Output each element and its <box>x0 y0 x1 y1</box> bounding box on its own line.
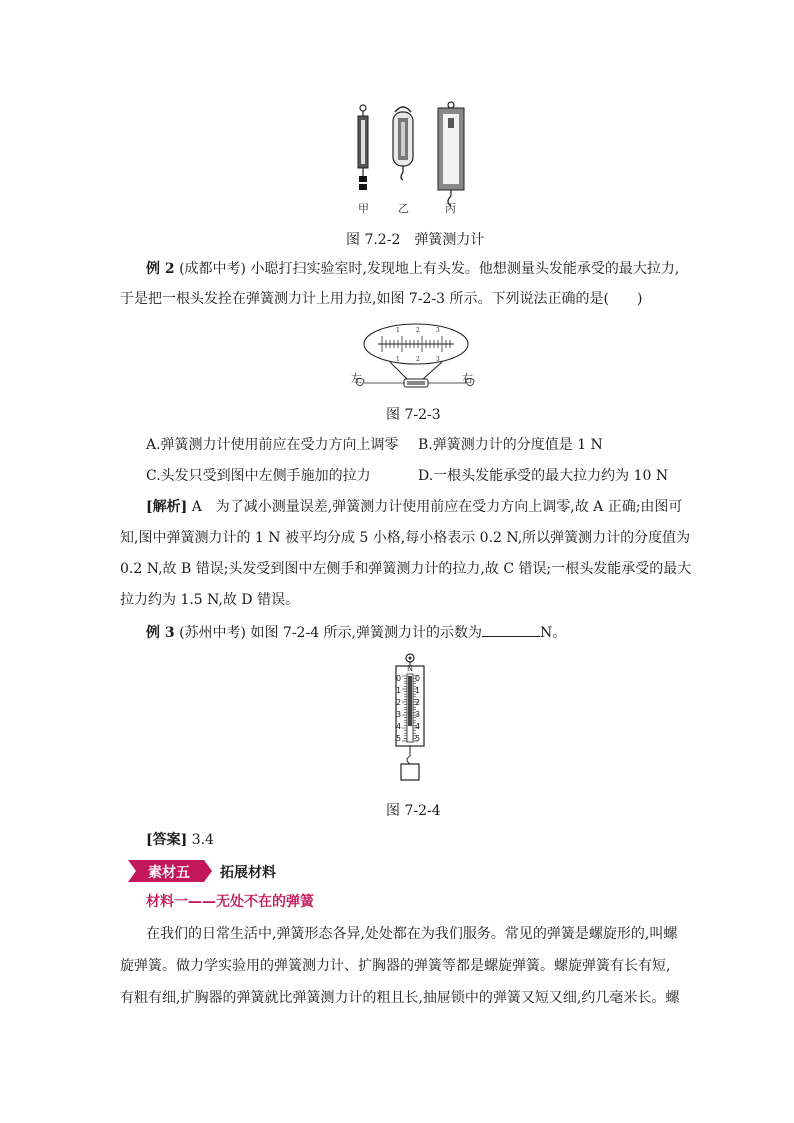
figure-label-yi: 乙 <box>398 202 409 215</box>
scale-right-3: 3 <box>415 710 421 719</box>
figure-label-bing: 丙 <box>445 202 456 215</box>
scale-right-5: 5 <box>415 734 421 743</box>
scale-right-0: 0 <box>415 674 421 683</box>
example3-line <box>146 622 566 643</box>
option-d: D.一根头发能承受的最大拉力约为 10 N <box>418 468 669 484</box>
figure-label-right: 右 <box>462 372 473 385</box>
example3-source: (苏州中考) <box>179 625 247 641</box>
example2-source: (成都中考) <box>179 261 247 277</box>
scale-left-3: 3 <box>396 710 402 719</box>
answer-value: 3.4 <box>187 832 214 848</box>
example2-text1: 小聪打扫实验室时,发现地上有头发。他想测量头发能承受的最大拉力, <box>246 261 680 277</box>
svg-text:2: 2 <box>416 327 420 334</box>
material1-heading: 材料一——无处不在的弹簧 <box>146 894 314 910</box>
option-a: A.弹簧测力计使用前应在受力方向上调零 <box>146 437 399 453</box>
analysis-label: [解析] <box>146 499 188 515</box>
section-banner <box>118 858 463 884</box>
scale-left-2: 2 <box>396 698 402 707</box>
scale-left-5: 5 <box>396 734 402 743</box>
svg-text:3: 3 <box>436 356 440 363</box>
scale-right-1: 1 <box>415 686 421 695</box>
option-b: B.弹簧测力计的分度值是 1 N <box>418 437 603 453</box>
hair-pull-illustration <box>350 322 480 394</box>
answer-line <box>146 830 214 850</box>
example3-unit: N。 <box>540 625 567 641</box>
example2-line2: 于是把一根头发拴在弹簧测力计上用力拉,如图 7-2-3 所示。下列说法正确的是( ) <box>120 291 643 307</box>
analysis-text1: A 为了减小测量误差,弹簧测力计使用前应在受力方向上调零,故 A 正确;由图可 <box>187 499 683 515</box>
analysis-line2: 知,图中弹簧测力计的 1 N 被平均分成 5 小格,每小格表示 0.2 N,所以弹簧测力计的分度值为 <box>120 530 691 546</box>
answer-blank <box>482 622 540 637</box>
answer-label: [答案] <box>146 832 188 848</box>
example3-label: 例 3 <box>146 625 175 641</box>
material1-line2: 旋弹簧。做力学实验用的弹簧测力计、扩胸器的弹簧等都是螺旋弹簧。螺旋弹簧有长有短, <box>120 958 671 974</box>
spring-scales-illustration <box>345 100 475 215</box>
example2-line1 <box>146 259 679 279</box>
scale-left-numbers <box>396 674 408 744</box>
scale-left-0: 0 <box>396 674 402 683</box>
svg-text:1: 1 <box>396 356 400 363</box>
figure-caption-7-2-2: 图 7.2-2 弹簧测力计 <box>346 232 485 248</box>
example3-text: 如图 7-2-4 所示,弹簧测力计的示数为 <box>246 625 482 641</box>
figure-7-2-2 <box>345 100 475 215</box>
banner-title: 拓展材料 <box>220 865 276 881</box>
scale-left-1: 1 <box>396 686 402 695</box>
material1-line1: 在我们的日常生活中,弹簧形态各异,处处都在为我们服务。常见的弹簧是螺旋形的,叫螺 <box>146 926 678 942</box>
analysis-line1 <box>146 497 682 517</box>
scale-bing <box>438 102 464 206</box>
svg-text:3: 3 <box>436 327 440 334</box>
banner-tag: 素材五 <box>148 865 190 881</box>
scale-jia <box>358 105 368 190</box>
analysis-line4: 拉力约为 1.5 N,故 D 错误。 <box>120 592 300 608</box>
material1-line3: 有粗有细,扩胸器的弹簧就比弹簧测力计的粗且长,抽屉锁中的弹簧又短又细,约几毫米长。螺 <box>120 990 680 1006</box>
analysis-line3: 0.2 N,故 B 错误;头发受到图中左侧手和弹簧测力计的拉力,故 C 错误;一根头发能承受的最大 <box>120 561 692 577</box>
svg-text:2: 2 <box>416 356 420 363</box>
figure-caption-7-2-3: 图 7-2-3 <box>386 407 441 423</box>
scale-right-2: 2 <box>415 698 421 707</box>
svg-text:1: 1 <box>396 327 400 334</box>
figure-7-2-3 <box>350 322 480 394</box>
scale-right-numbers <box>415 674 427 744</box>
example2-label: 例 2 <box>146 261 175 277</box>
scale-yi <box>393 107 413 180</box>
figure-label-jia: 甲 <box>358 202 369 215</box>
scale-left-4: 4 <box>396 722 402 731</box>
scale-unit-label: N <box>407 664 413 673</box>
option-c: C.头发只受到图中左侧手施加的拉力 <box>146 468 371 484</box>
figure-caption-7-2-4: 图 7-2-4 <box>386 803 441 819</box>
scale-right-4: 4 <box>415 722 421 731</box>
figure-label-left: 左 <box>351 372 362 385</box>
